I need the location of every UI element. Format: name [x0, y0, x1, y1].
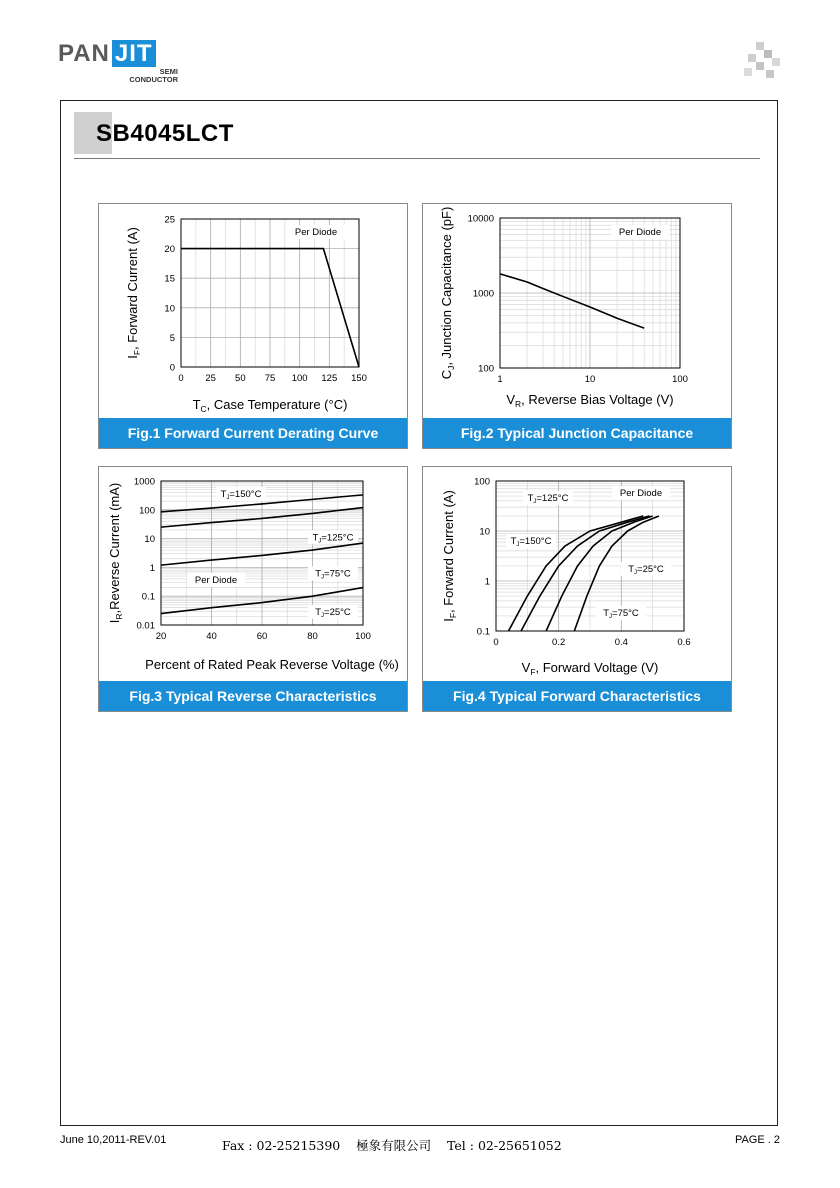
fig1-caption: Fig.1 Forward Current Derating Curve [99, 418, 407, 448]
y-tick-label: 100 [474, 476, 490, 488]
series-label: $T_J=25^\circ C$ [315, 606, 351, 619]
y-tick-label: 100 [478, 363, 494, 375]
title-divider [74, 158, 760, 159]
series-label: $T_J=125^\circ C$ [527, 493, 569, 505]
x-tick-label: 75 [264, 373, 276, 384]
logo-subtitle: SEMI CONDUCTOR [129, 67, 178, 84]
y-tick-label: 0.1 [476, 626, 490, 638]
per-diode-annotation: Per Diode [619, 488, 663, 499]
y-tick-label: 1000 [133, 476, 155, 488]
y-tick-label: 100 [139, 505, 155, 517]
fig1-chart [99, 204, 409, 420]
y-tick-label: 10 [164, 303, 175, 315]
fig2-panel [422, 203, 732, 449]
checker-pattern-icon [744, 42, 780, 78]
y-axis-label: $C_J$, Junction Capacitance (pF) [439, 206, 456, 380]
series-label: $T_J=125^\circ C$ [312, 532, 354, 545]
series-label: $T_J=150^\circ C$ [510, 536, 552, 548]
y-tick-label: 1 [149, 562, 155, 574]
x-tick-label: 150 [351, 373, 367, 384]
fig1-panel [98, 203, 408, 449]
panjit-logo [58, 40, 198, 90]
y-tick-label: 0.01 [136, 620, 155, 632]
y-tick-label: 15 [164, 273, 175, 285]
fig2-caption: Fig.2 Typical Junction Capacitance [423, 418, 731, 448]
logo-wordmark: PAN JIT [58, 40, 156, 68]
per-diode-annotation: Per Diode [294, 227, 338, 238]
x-tick-label: 100 [291, 373, 308, 384]
x-tick-label: 50 [235, 373, 246, 384]
x-tick-label: 80 [307, 631, 318, 642]
y-tick-label: 10000 [467, 213, 494, 225]
footer-page: PAGE . 2 [734, 1134, 780, 1146]
series-label: $T_J=75^\circ C$ [603, 608, 639, 620]
series-line [500, 274, 644, 328]
x-tick-label: 125 [321, 373, 338, 384]
x-tick-label: 25 [205, 373, 216, 384]
page-title: SB4045LCT [96, 120, 234, 147]
footer-date: June 10,2011-REV.01 [60, 1134, 167, 1146]
x-axis-label: Percent of Rated Peak Reverse Voltage (%) [145, 657, 399, 672]
y-axis-label: $I_R,Reverse$ Current (mA) [107, 482, 124, 624]
y-tick-label: 1000 [472, 288, 494, 300]
x-tick-label: 100 [672, 374, 688, 385]
y-tick-label: 10 [479, 526, 490, 538]
x-tick-label: 0 [493, 637, 499, 648]
x-tick-label: 0 [178, 373, 184, 384]
y-tick-label: 20 [164, 244, 175, 256]
x-axis-label: $V_F$, Forward Voltage (V) [521, 660, 659, 677]
y-tick-label: 0 [169, 362, 175, 374]
fig3-caption: Fig.3 Typical Reverse Characteristics [99, 681, 407, 711]
y-axis-label: $I_F$, Forward Current (A) [125, 227, 142, 359]
y-tick-label: 10 [144, 534, 155, 546]
fig4-caption: Fig.4 Typical Forward Characteristics [423, 681, 731, 711]
y-tick-label: 1 [484, 576, 490, 588]
series-label: $T_J=150^\circ C$ [220, 489, 262, 502]
y-tick-label: 5 [169, 332, 175, 344]
per-diode-annotation: Per Diode [194, 575, 238, 586]
x-tick-label: 10 [584, 374, 596, 385]
x-axis-label: $T_C$, Case Temperature (°C) [192, 397, 348, 414]
y-tick-label: 0.1 [141, 591, 155, 603]
x-axis-label: $V_R$, Reverse Bias Voltage (V) [506, 392, 674, 409]
x-tick-label: 1 [497, 374, 503, 385]
x-tick-label: 60 [256, 631, 268, 642]
series-label: $T_J=25^\circ C$ [628, 564, 664, 576]
x-tick-label: 20 [155, 631, 167, 642]
per-diode-annotation: Per Diode [618, 227, 662, 238]
x-tick-label: 40 [206, 631, 217, 642]
x-tick-label: 0.2 [552, 637, 566, 648]
fig3-panel [98, 466, 408, 712]
x-tick-label: 0.6 [677, 637, 691, 648]
y-tick-label: 25 [164, 214, 175, 226]
fig2-chart [423, 204, 733, 420]
y-axis-label: $I_F$, Forward Current (A) [441, 490, 458, 622]
fig3-chart [99, 467, 409, 683]
fig4-panel [422, 466, 732, 712]
x-tick-label: 100 [355, 631, 371, 642]
fig4-chart [423, 467, 733, 683]
x-tick-label: 0.4 [614, 637, 628, 648]
footer-contact: Fax : 02-25215390 極象有限公司 Tel : 02-25651052 [222, 1138, 562, 1153]
series-label: $T_J=75^\circ C$ [315, 568, 351, 581]
